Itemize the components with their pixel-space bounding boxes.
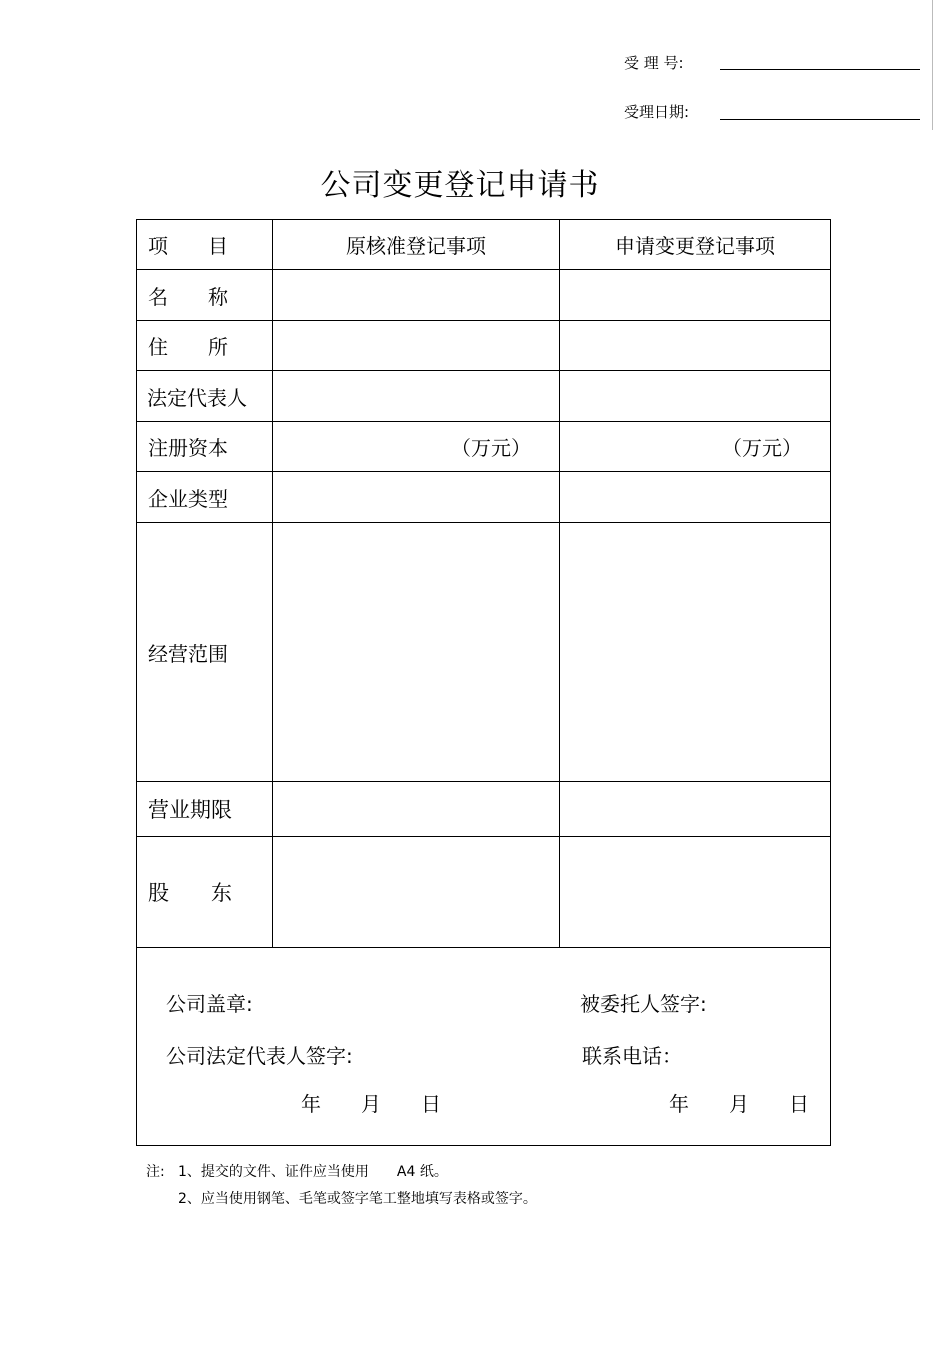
row-label-business-term: 营业期限: [137, 782, 273, 837]
change-shareholders-cell[interactable]: [560, 837, 831, 948]
legal-rep-sign-label: 公司法定代表人签字:: [166, 1044, 353, 1068]
note-1: 1、提交的文件、证件应当使用 A4 纸。: [178, 1164, 448, 1180]
original-name-cell[interactable]: [273, 270, 560, 321]
header-original-items: 原核准登记事项: [273, 220, 560, 270]
row-label-business-scope: 经营范围: [137, 523, 273, 782]
table-row: [137, 472, 831, 523]
registration-form-table: [136, 219, 831, 1146]
entrusted-person-sign-label: 被委托人签字:: [580, 992, 707, 1016]
note-2: 2、应当使用钢笔、毛笔或签字笔工整地填写表格或签字。: [178, 1191, 537, 1207]
date-right: 年 月 日: [669, 1092, 809, 1116]
original-business-scope-cell[interactable]: [273, 523, 560, 782]
table-row: [137, 270, 831, 321]
unit-label: （万元）: [451, 436, 531, 460]
original-company-type-cell[interactable]: [273, 472, 560, 523]
page-title: 公司变更登记申请书: [320, 168, 600, 203]
acceptance-date-label: 受理日期:: [624, 103, 690, 121]
company-seal-label: 公司盖章:: [166, 992, 253, 1016]
acceptance-no-field[interactable]: [720, 69, 920, 70]
note-prefix: 注:: [146, 1164, 165, 1180]
row-label-company-type: 企业类型: [137, 472, 273, 523]
table-row: [137, 782, 831, 837]
change-legal-rep-cell[interactable]: [560, 371, 831, 422]
table-header-row: [137, 220, 831, 270]
original-business-term-cell[interactable]: [273, 782, 560, 837]
change-company-type-cell[interactable]: [560, 472, 831, 523]
unit-label: （万元）: [722, 436, 802, 460]
row-label-shareholders: 股 东: [137, 837, 273, 948]
acceptance-date-field[interactable]: [720, 119, 920, 120]
row-label-legal-rep: 法定代表人: [137, 371, 273, 422]
change-capital-cell[interactable]: [560, 422, 831, 472]
table-row: [137, 523, 831, 782]
original-capital-cell[interactable]: [273, 422, 560, 472]
original-shareholders-cell[interactable]: [273, 837, 560, 948]
header-item: 项 目: [137, 220, 273, 270]
row-label-capital: 注册资本: [137, 422, 273, 472]
table-row: [137, 371, 831, 422]
page-edge-line: [932, 0, 933, 130]
change-business-scope-cell[interactable]: [560, 523, 831, 782]
change-address-cell[interactable]: [560, 321, 831, 371]
signature-row: [137, 948, 831, 1146]
phone-label: 联系电话：: [582, 1044, 682, 1068]
signature-section: [137, 948, 831, 1146]
table-row: [137, 422, 831, 472]
row-label-name: 名 称: [137, 270, 273, 321]
date-left: 年 月 日: [301, 1092, 441, 1116]
change-business-term-cell[interactable]: [560, 782, 831, 837]
table-row: [137, 837, 831, 948]
change-name-cell[interactable]: [560, 270, 831, 321]
table-row: [137, 321, 831, 371]
original-legal-rep-cell[interactable]: [273, 371, 560, 422]
row-label-address: 住 所: [137, 321, 273, 371]
original-address-cell[interactable]: [273, 321, 560, 371]
header-change-items: 申请变更登记事项: [560, 220, 831, 270]
acceptance-no-label: 受 理 号:: [624, 54, 684, 72]
